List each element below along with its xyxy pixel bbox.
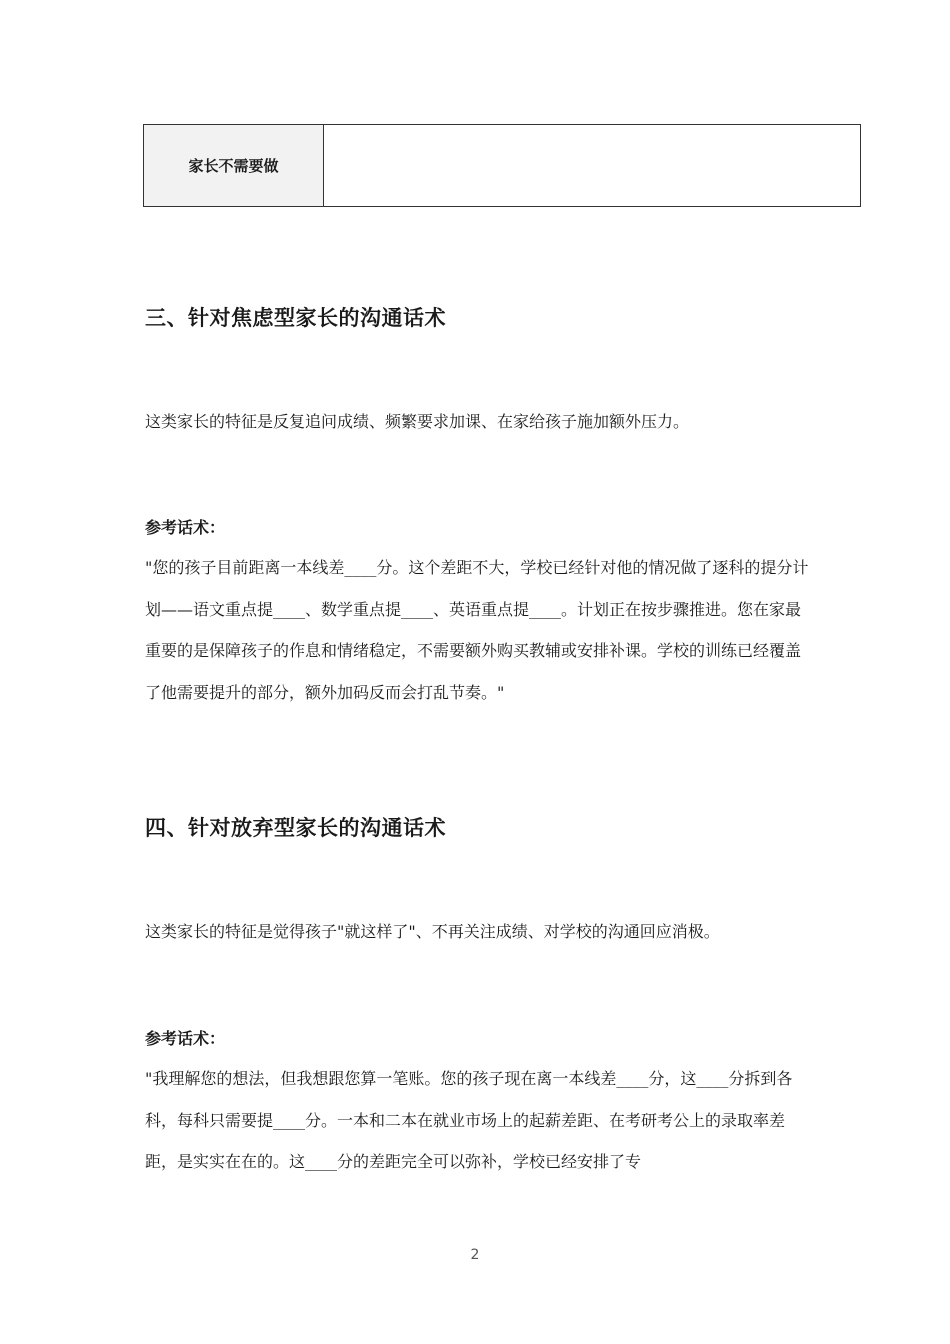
reference-script-anxious: "您的孩子目前距离一本线差____分。这个差距不大，学校已经针对他的情况做了逐科的提分计划——语文重点提____、数学重点提____、英语重点提____。计划正在按步骤推进。您在家最重要的是保障孩子的作息和情绪稳定，不需要额外购买教辅或安排补课。学校的训练已经覆盖了他需要提升的部分，额外加码反而会打乱节奏。" — [145, 558, 809, 702]
info-table — [143, 124, 861, 207]
section-intro-giveup: 这类家长的特征是觉得孩子"就这样了"、不再关注成绩、对学校的沟通回应消极。 — [145, 922, 720, 941]
reference-script-giveup: "我理解您的想法，但我想跟您算一笔账。您的孩子现在离一本线差____分，这____分拆到各科，每科只需要提____分。一本和二本在就业市场上的起薪差距、在考研考公上的录取率差距，是实实在在的。这____分的差距完全可以弥补，学校已经安排了专 — [145, 1069, 793, 1171]
reference-script-label: 参考话术： — [145, 1029, 226, 1048]
section-intro-anxious: 这类家长的特征是反复追问成绩、频繁要求加课、在家给孩子施加额外压力。 — [145, 412, 690, 431]
page-number: 2 — [470, 1247, 480, 1263]
table-header-cell: 家长不需要做 — [144, 125, 324, 206]
section-heading-anxious: 三、针对焦虑型家长的沟通话术 — [145, 306, 446, 330]
reference-script-label: 参考话术： — [145, 518, 226, 537]
section-heading-giveup: 四、针对放弃型家长的沟通话术 — [145, 816, 446, 840]
table-value-cell — [324, 125, 860, 206]
